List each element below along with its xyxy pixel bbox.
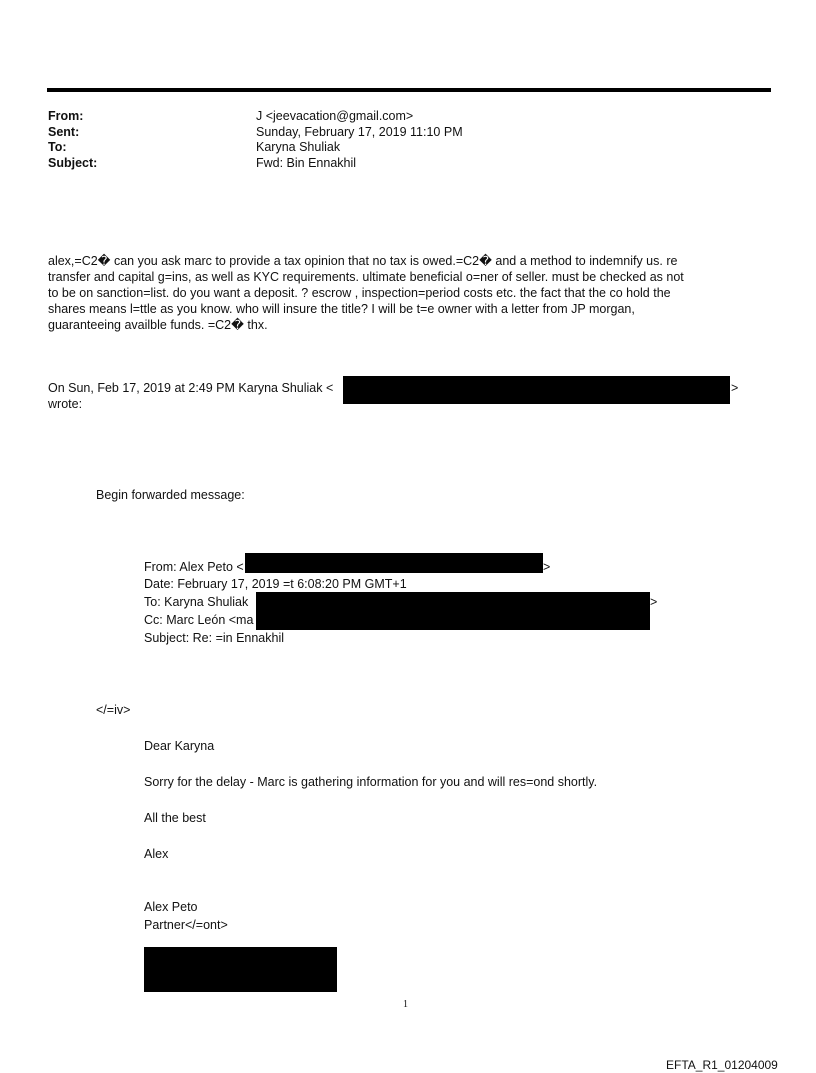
- sender-name: Alex: [144, 847, 169, 861]
- to-label: To:: [48, 140, 67, 154]
- body-line: transfer and capital g=ins, as well as KYC requirements. ultimate beneficial o=ner of seller. must be checked as not: [48, 270, 684, 284]
- subject-row: [48, 156, 748, 172]
- subject-label: Subject:: [48, 155, 98, 170]
- from-value: J <jeevacation@gmail.com>: [256, 109, 414, 123]
- from-label: From:: [48, 109, 84, 123]
- quote-wrote: wrote:: [48, 397, 83, 411]
- header-rule: [47, 88, 771, 92]
- message-body: Sorry for the delay - Marc is gathering information for you and will res=ond shortly.: [144, 775, 598, 789]
- redaction-block: [343, 376, 730, 404]
- to-row: [48, 140, 748, 156]
- redaction-block: [144, 947, 337, 992]
- fwd-from: From: Alex Peto <: [144, 560, 244, 574]
- fwd-subject: Subject: Re: =in Ennakhil: [144, 631, 285, 645]
- signature-name: Alex Peto: [144, 900, 198, 914]
- fwd-date: Date: February 17, 2019 =t 6:08:20 PM GMT+1: [144, 577, 407, 591]
- document-id: EFTA_R1_01204009: [666, 1058, 778, 1072]
- sent-label: Sent:: [48, 124, 80, 139]
- from-row: [48, 109, 748, 125]
- closing: All the best: [144, 811, 206, 825]
- body-line: guaranteeing availble funds. =C2� thx.: [48, 318, 268, 332]
- fwd-to: To: Karyna Shuliak: [144, 595, 249, 609]
- quote-intro: On Sun, Feb 17, 2019 at 2:49 PM Karyna Shuliak <: [48, 381, 334, 395]
- fwd-to-end: >: [650, 595, 658, 609]
- redaction-block: [245, 553, 543, 573]
- quote-intro-end: >: [731, 381, 739, 395]
- greeting: Dear Karyna: [144, 739, 215, 753]
- body-line: to be on sanction=list. do you want a deposit. ? escrow , inspection=period costs etc. the fact that the co hold the: [48, 286, 671, 300]
- signature-title: Partner</=ont>: [144, 918, 228, 932]
- fwd-cc: Cc: Marc León <ma: [144, 613, 254, 627]
- fwd-from-end: >: [543, 560, 551, 574]
- page-number: 1: [403, 999, 408, 1010]
- begin-forwarded: Begin forwarded message:: [96, 488, 245, 502]
- subject-value: Fwd: Bin Ennakhil: [256, 155, 357, 170]
- sent-value: Sunday, February 17, 2019 11:10 PM: [256, 124, 463, 139]
- body-line: alex,=C2� can you ask marc to provide a tax opinion that no tax is owed.=C2� and a method to indemnify us. re: [48, 254, 678, 268]
- sent-row: [48, 125, 748, 141]
- email-header: [48, 109, 748, 171]
- div-tag-text: </=iv>: [96, 703, 131, 717]
- body-line: shares means l=ttle as you know. who will insure the title? I will be t=e owner with a letter from JP morgan,: [48, 302, 635, 316]
- to-value: Karyna Shuliak: [256, 140, 341, 154]
- email-body: [48, 253, 768, 333]
- redaction-block: [256, 592, 650, 630]
